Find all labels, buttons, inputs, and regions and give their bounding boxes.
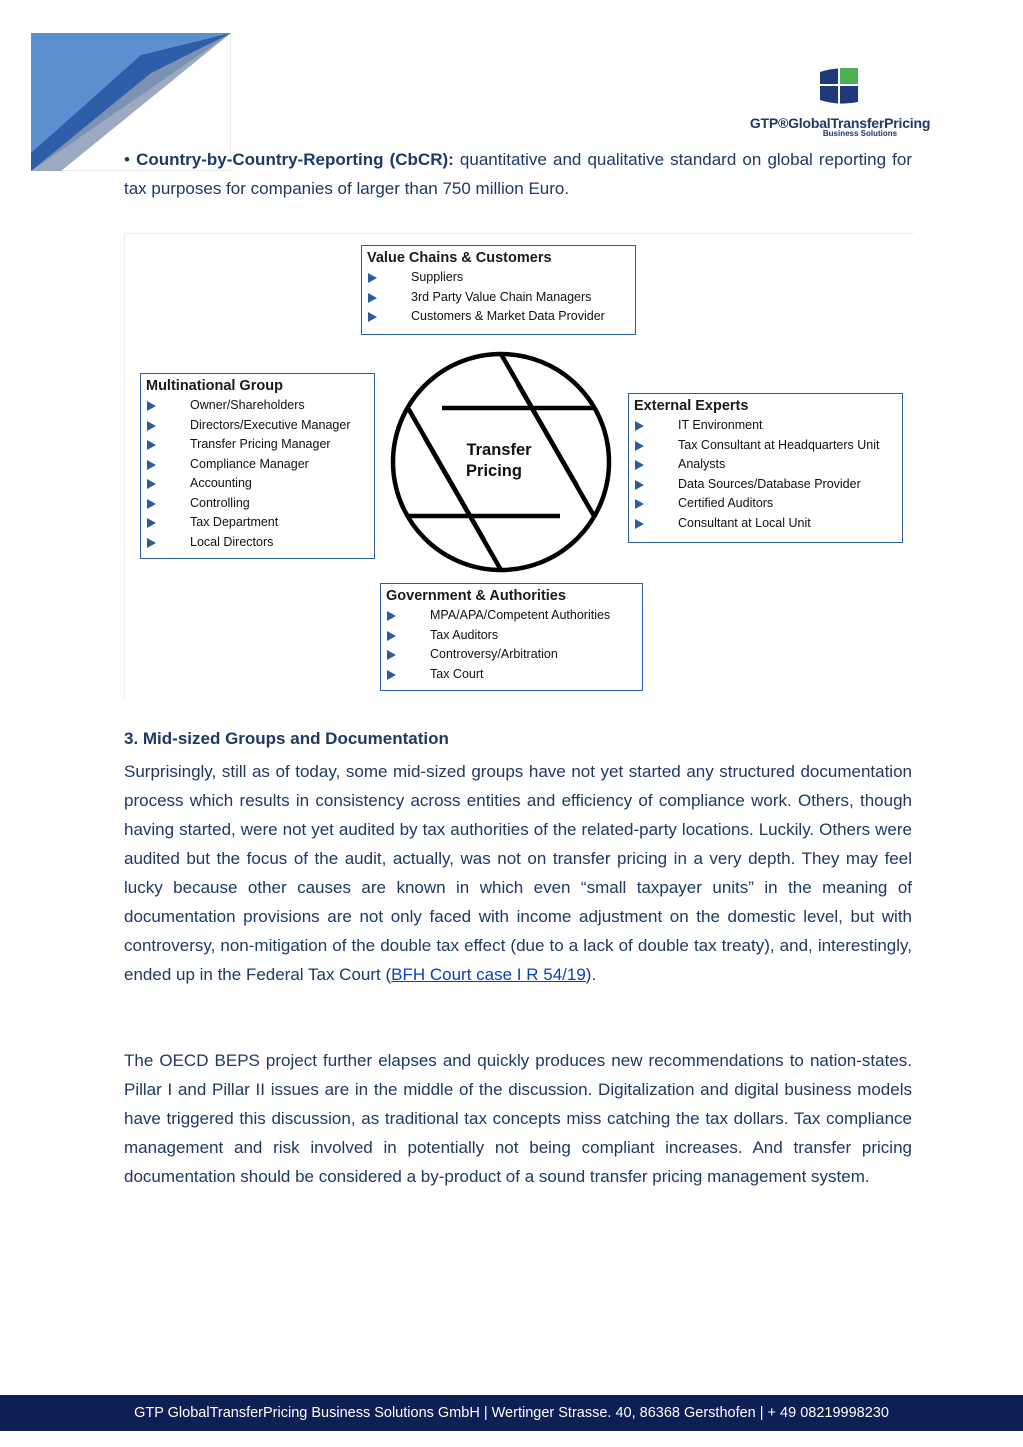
arrow-right-icon	[387, 611, 396, 621]
list-item: Controlling	[141, 494, 374, 514]
arrow-right-icon	[147, 460, 156, 470]
value-chains-title: Value Chains & Customers	[367, 250, 552, 266]
arrow-right-icon	[387, 650, 396, 660]
arrow-right-icon	[147, 518, 156, 528]
stakeholder-diagram	[124, 233, 914, 698]
list-item: Transfer Pricing Manager	[141, 435, 374, 455]
paragraph-1-end: ).	[585, 965, 597, 984]
arrow-right-icon	[635, 519, 644, 529]
arrow-right-icon	[147, 401, 156, 411]
center-line-1: Transfer	[466, 441, 532, 459]
list-item: Controversy/Arbitration	[381, 645, 642, 665]
external-experts-title: External Experts	[634, 398, 749, 414]
arrow-right-icon	[387, 670, 396, 680]
multinational-list	[141, 396, 374, 552]
paragraph-2: The OECD BEPS project further elapses and quickly produces new recommendations to nation-states. Pillar I and Pillar II issues are in the middle of the discussion. Digitalization and digital business models have triggered this discussion, as traditional tax concepts miss catching the tax dollars. Tax compliance management and risk involved in potentially not being compliant increases. And transfer pricing documentation should be considered a by-product of a sound transfer pricing management system.	[124, 1051, 912, 1186]
page-footer: GTP GlobalTransferPricing Business Solutions GmbH | Wertinger Strasse. 40, 86368 Gersthofen | + 49 08219998230	[0, 1395, 1023, 1431]
cbcr-bullet	[124, 145, 912, 203]
arrow-right-icon	[147, 440, 156, 450]
arrow-right-icon	[147, 479, 156, 489]
list-item: Tax Auditors	[381, 626, 642, 646]
government-box	[380, 583, 643, 691]
multinational-box	[140, 373, 375, 559]
government-list	[381, 606, 642, 684]
list-item: Owner/Shareholders	[141, 396, 374, 416]
arrow-right-icon	[368, 293, 377, 303]
arrow-right-icon	[368, 273, 377, 283]
paragraph-1-text: Surprisingly, still as of today, some mid-sized groups have not yet started any structured documentation process which results in consistency across entities and efficiency of compliance work. Others, though having started, were not yet audited by tax authorities of the related-party locations. Luckily. Others were audited but the focus of the audit, actually, was not on transfer pricing in a very depth. They may feel lucky because other causes are known in which even “small taxpayer units” in the meaning of documentation provisions are not only faced with income adjustment on the domestic level, but with controversy, non-mitigation of the double tax effect (due to a lack of double tax treaty), and, interestingly, ended up in the Federal Tax Court (	[124, 762, 912, 984]
list-item: Compliance Manager	[141, 455, 374, 475]
arrow-right-icon	[147, 499, 156, 509]
external-experts-list	[629, 416, 902, 533]
arrow-right-icon	[147, 538, 156, 548]
list-item: MPA/APA/Competent Authorities	[381, 606, 642, 626]
external-experts-box	[628, 393, 903, 543]
diagram-center-label	[451, 440, 547, 482]
value-chains-box	[361, 245, 636, 335]
list-item: 3rd Party Value Chain Managers	[362, 288, 635, 308]
list-item: Customers & Market Data Provider	[362, 307, 635, 327]
arrow-right-icon	[387, 631, 396, 641]
bullet-label: Country-by-Country-Reporting (CbCR):	[136, 150, 454, 169]
list-item: Accounting	[141, 474, 374, 494]
arrow-right-icon	[635, 421, 644, 431]
list-item: IT Environment	[629, 416, 902, 436]
company-logo	[748, 66, 932, 140]
list-item: Data Sources/Database Provider	[629, 475, 902, 495]
bullet-text: quantitative and qualitative standard on global reporting for tax purposes for companies of larger than 750 million Euro.	[124, 150, 912, 198]
arrow-right-icon	[368, 312, 377, 322]
arrow-right-icon	[635, 499, 644, 509]
arrow-right-icon	[635, 480, 644, 490]
bullet-dot: •	[124, 150, 137, 169]
section-heading: 3. Mid-sized Groups and Documentation	[124, 729, 449, 748]
list-item: Local Directors	[141, 533, 374, 553]
list-item: Tax Department	[141, 513, 374, 533]
center-line-2: Pricing	[466, 462, 522, 480]
value-chains-list	[362, 268, 635, 327]
arrow-right-icon	[147, 421, 156, 431]
list-item: Suppliers	[362, 268, 635, 288]
bfh-court-case-link[interactable]: BFH Court case I R 54/19	[391, 965, 586, 984]
arrow-right-icon	[635, 460, 644, 470]
logo-mark-icon	[818, 66, 862, 106]
arrow-right-icon	[635, 441, 644, 451]
list-item: Analysts	[629, 455, 902, 475]
government-title: Government & Authorities	[386, 588, 566, 604]
logo-tagline: Business Solutions	[822, 129, 898, 138]
logo-name: GTP®GlobalTransferPricing	[749, 115, 931, 131]
list-item: Tax Court	[381, 665, 642, 685]
paragraph-1	[124, 757, 912, 989]
list-item: Certified Auditors	[629, 494, 902, 514]
list-item: Consultant at Local Unit	[629, 514, 902, 534]
list-item: Tax Consultant at Headquarters Unit	[629, 436, 902, 456]
multinational-title: Multinational Group	[146, 378, 283, 394]
list-item: Directors/Executive Manager	[141, 416, 374, 436]
